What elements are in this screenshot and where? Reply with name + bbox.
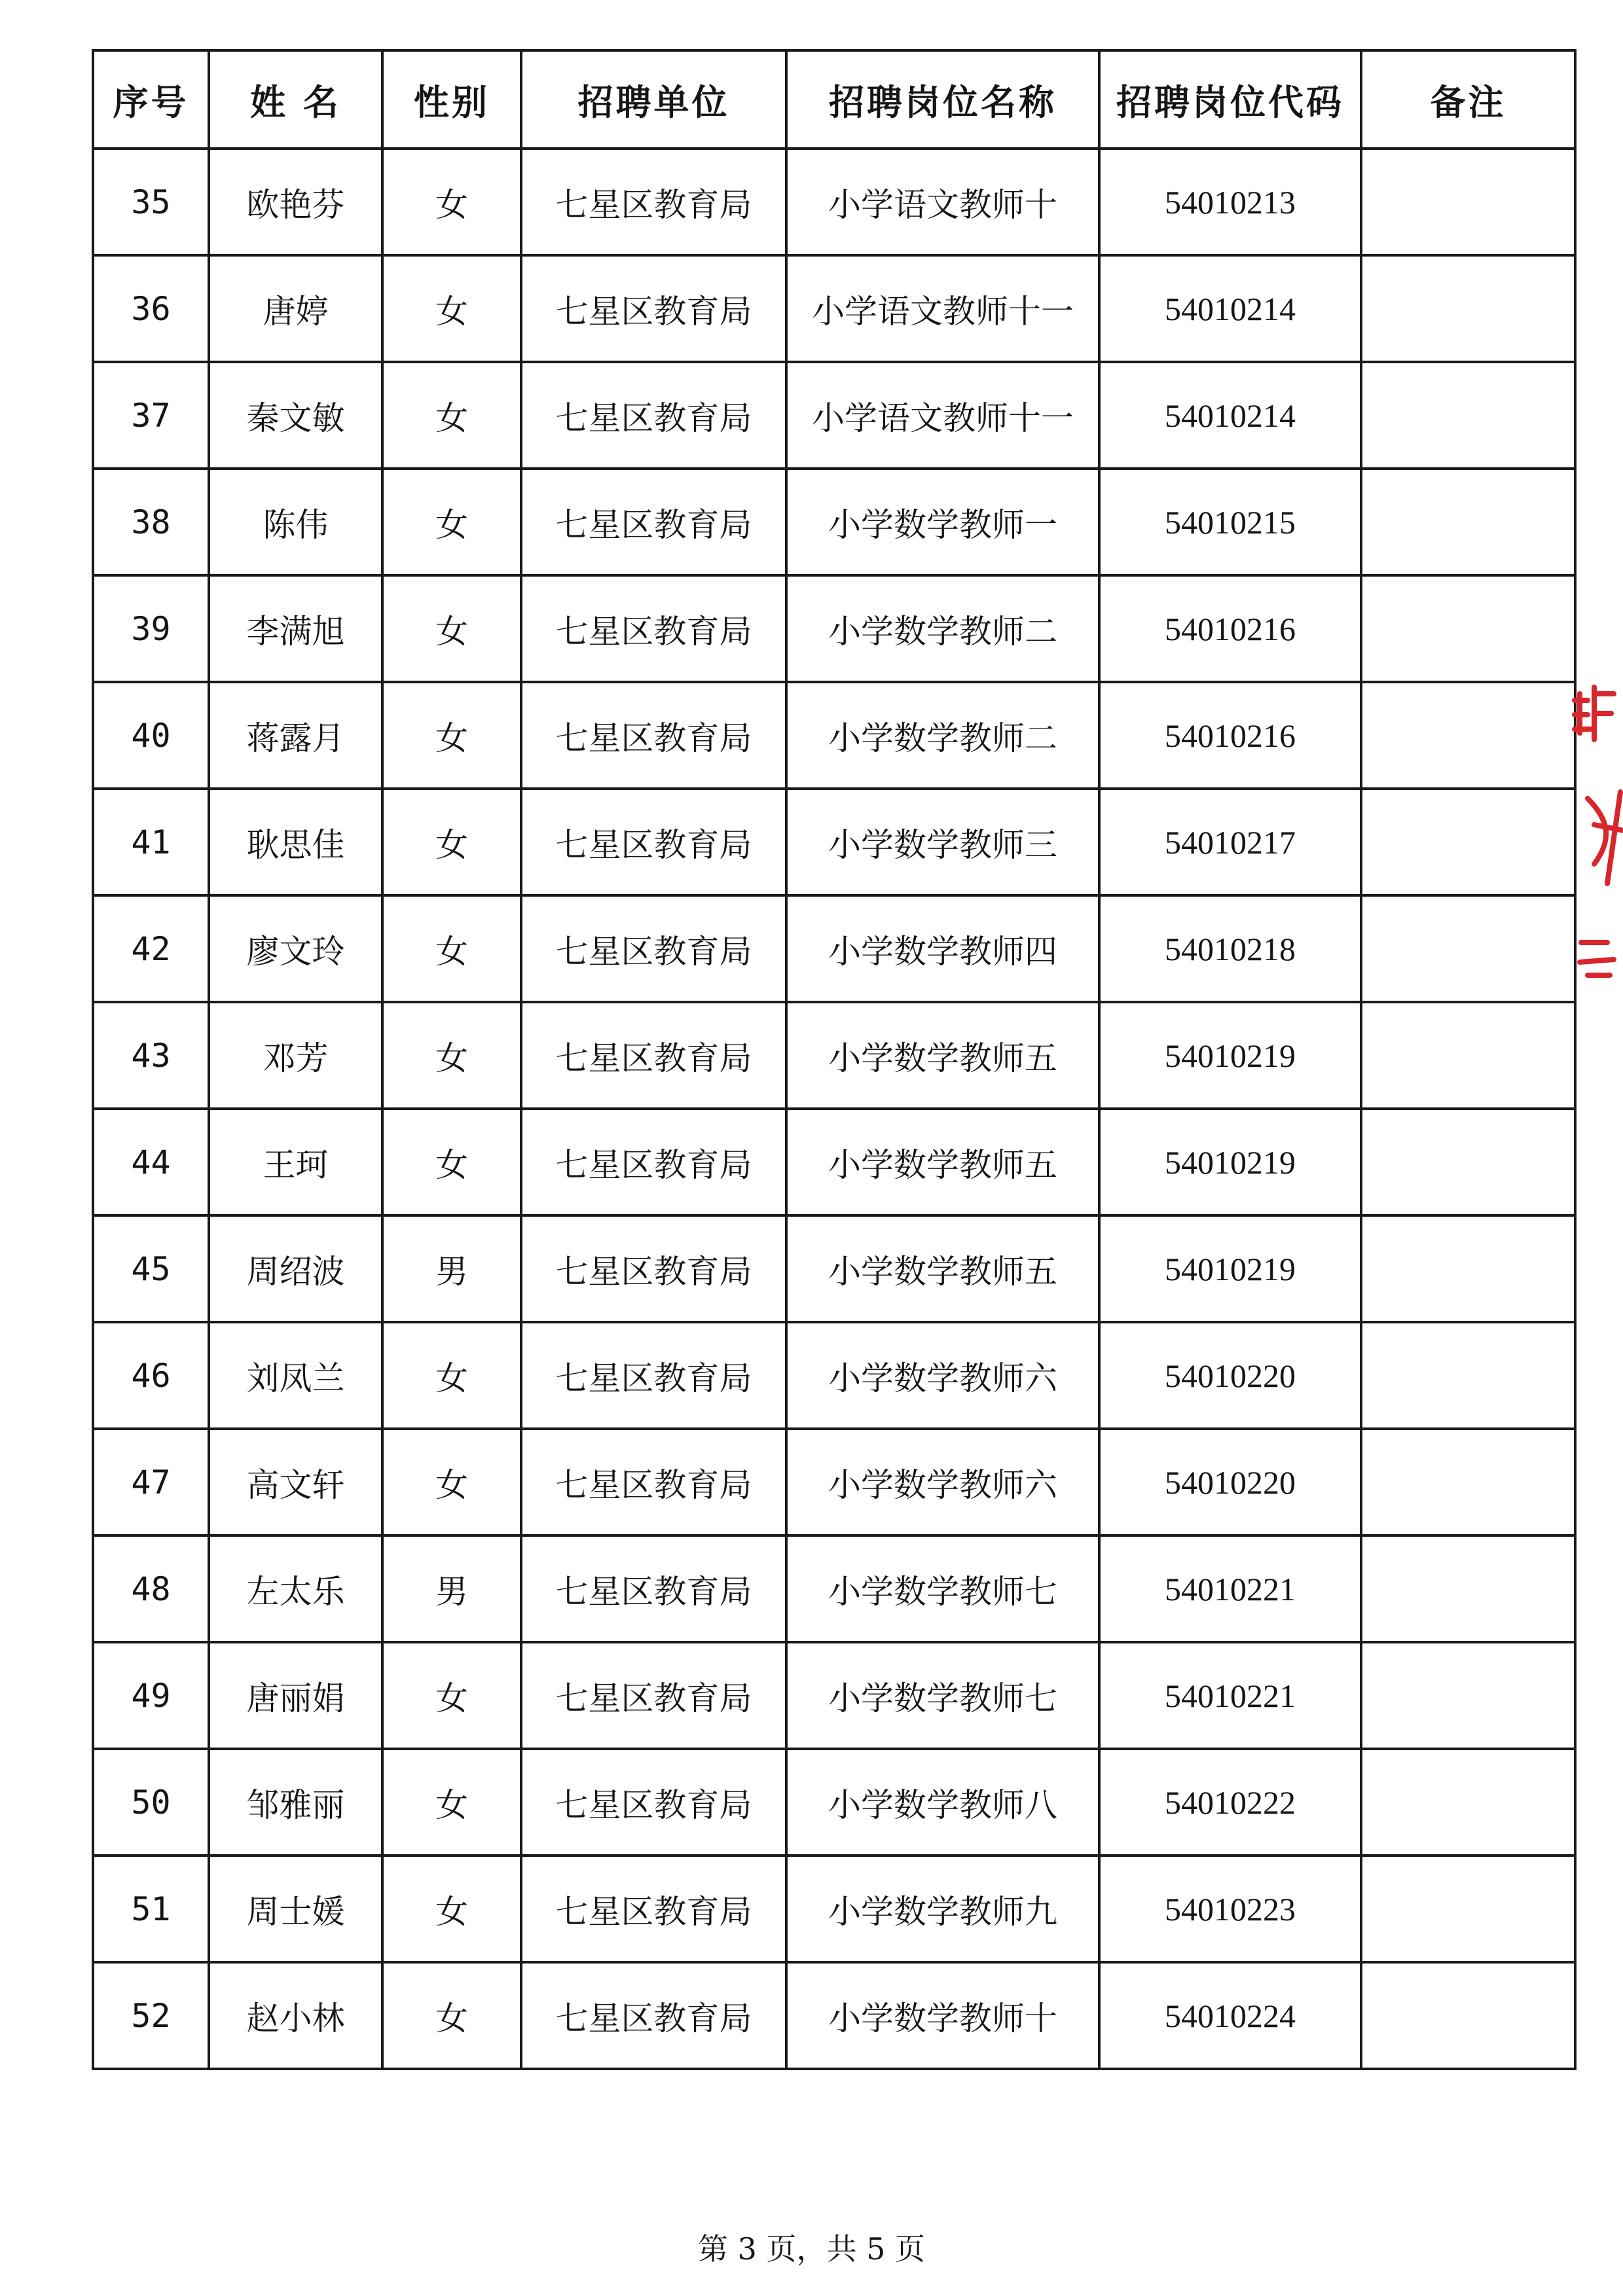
cell-name: 左太乐 [209, 1535, 382, 1642]
cell-serial-number: 43 [93, 1002, 209, 1109]
cell-name: 唐婷 [209, 255, 382, 362]
cell-position-name: 小学数学教师二 [786, 682, 1099, 789]
cell-gender: 女 [382, 1856, 521, 1962]
header-recruiting-unit: 招聘单位 [521, 50, 786, 149]
cell-remark [1361, 575, 1575, 682]
cell-name: 邹雅丽 [209, 1749, 382, 1856]
cell-serial-number: 36 [93, 255, 209, 362]
header-gender: 性别 [382, 50, 521, 149]
cell-position-name: 小学数学教师九 [786, 1856, 1099, 1962]
cell-position-name: 小学语文教师十一 [786, 362, 1099, 469]
cell-position-name: 小学数学教师六 [786, 1429, 1099, 1535]
cell-remark [1361, 1429, 1575, 1535]
cell-serial-number: 37 [93, 362, 209, 469]
table-row [93, 149, 1575, 255]
table-row [93, 255, 1575, 362]
cell-remark [1361, 895, 1575, 1002]
cell-remark [1361, 1749, 1575, 1856]
cell-position-code: 54010219 [1099, 1215, 1361, 1322]
cell-position-code: 54010220 [1099, 1429, 1361, 1535]
cell-position-code: 54010214 [1099, 362, 1361, 469]
cell-recruiting-unit: 七星区教育局 [521, 1856, 786, 1962]
cell-position-code: 54010221 [1099, 1642, 1361, 1749]
cell-serial-number: 47 [93, 1429, 209, 1535]
cell-recruiting-unit: 七星区教育局 [521, 575, 786, 682]
cell-serial-number: 51 [93, 1856, 209, 1962]
cell-position-name: 小学数学教师三 [786, 789, 1099, 895]
cell-position-name: 小学语文教师十一 [786, 255, 1099, 362]
table-row [93, 1856, 1575, 1962]
table-row [93, 575, 1575, 682]
cell-gender: 女 [382, 895, 521, 1002]
cell-name: 高文轩 [209, 1429, 382, 1535]
cell-position-name: 小学数学教师四 [786, 895, 1099, 1002]
cell-remark [1361, 1002, 1575, 1109]
cell-serial-number: 38 [93, 469, 209, 575]
table-row [93, 1215, 1575, 1322]
table-row [93, 682, 1575, 789]
header-remark: 备注 [1361, 50, 1575, 149]
cell-remark [1361, 682, 1575, 789]
table-header-row [93, 50, 1575, 149]
cell-remark [1361, 1642, 1575, 1749]
cell-position-code: 54010213 [1099, 149, 1361, 255]
cell-recruiting-unit: 七星区教育局 [521, 682, 786, 789]
cell-recruiting-unit: 七星区教育局 [521, 1109, 786, 1215]
recruitment-roster-table [92, 49, 1577, 2070]
table-row [93, 1322, 1575, 1429]
header-position-code: 招聘岗位代码 [1099, 50, 1361, 149]
cell-serial-number: 39 [93, 575, 209, 682]
cell-position-name: 小学数学教师六 [786, 1322, 1099, 1429]
table-row [93, 1109, 1575, 1215]
cell-gender: 女 [382, 789, 521, 895]
cell-position-code: 54010223 [1099, 1856, 1361, 1962]
cell-position-name: 小学数学教师八 [786, 1749, 1099, 1856]
cell-serial-number: 46 [93, 1322, 209, 1429]
cell-position-code: 54010217 [1099, 789, 1361, 895]
cell-name: 欧艳芬 [209, 149, 382, 255]
table-row [93, 1962, 1575, 2069]
cell-recruiting-unit: 七星区教育局 [521, 1322, 786, 1429]
cell-position-name: 小学数学教师七 [786, 1535, 1099, 1642]
cell-remark [1361, 1109, 1575, 1215]
cell-position-name: 小学数学教师十 [786, 1962, 1099, 2069]
cell-name: 廖文玲 [209, 895, 382, 1002]
cell-serial-number: 48 [93, 1535, 209, 1642]
cell-position-name: 小学数学教师七 [786, 1642, 1099, 1749]
cell-name: 王珂 [209, 1109, 382, 1215]
cell-position-name: 小学语文教师十 [786, 149, 1099, 255]
cell-gender: 女 [382, 149, 521, 255]
cell-serial-number: 41 [93, 789, 209, 895]
cell-gender: 女 [382, 1749, 521, 1856]
cell-gender: 女 [382, 1962, 521, 2069]
cell-name: 邓芳 [209, 1002, 382, 1109]
cell-recruiting-unit: 七星区教育局 [521, 362, 786, 469]
cell-recruiting-unit: 七星区教育局 [521, 149, 786, 255]
cell-name: 周绍波 [209, 1215, 382, 1322]
cell-gender: 女 [382, 469, 521, 575]
page-number-footer: 第 3 页，共 5 页 [697, 2231, 926, 2267]
cell-recruiting-unit: 七星区教育局 [521, 1002, 786, 1109]
cell-serial-number: 40 [93, 682, 209, 789]
header-serial-number: 序号 [93, 50, 209, 149]
cell-name: 秦文敏 [209, 362, 382, 469]
cell-recruiting-unit: 七星区教育局 [521, 895, 786, 1002]
cell-gender: 女 [382, 1429, 521, 1535]
cell-gender: 女 [382, 575, 521, 682]
cell-recruiting-unit: 七星区教育局 [521, 789, 786, 895]
cell-name: 周士媛 [209, 1856, 382, 1962]
cell-name: 蒋露月 [209, 682, 382, 789]
table-row [93, 362, 1575, 469]
cell-recruiting-unit: 七星区教育局 [521, 255, 786, 362]
cell-name: 刘凤兰 [209, 1322, 382, 1429]
cell-gender: 女 [382, 255, 521, 362]
cell-gender: 女 [382, 1002, 521, 1109]
header-name: 姓 名 [209, 50, 382, 149]
cell-position-code: 54010219 [1099, 1002, 1361, 1109]
cell-position-name: 小学数学教师五 [786, 1109, 1099, 1215]
cell-position-code: 54010221 [1099, 1535, 1361, 1642]
cell-serial-number: 35 [93, 149, 209, 255]
cell-remark [1361, 1856, 1575, 1962]
cell-gender: 女 [382, 1642, 521, 1749]
cell-remark [1361, 149, 1575, 255]
cell-name: 李满旭 [209, 575, 382, 682]
table-row [93, 789, 1575, 895]
cell-recruiting-unit: 七星区教育局 [521, 1215, 786, 1322]
cell-remark [1361, 469, 1575, 575]
cell-position-name: 小学数学教师五 [786, 1002, 1099, 1109]
cell-recruiting-unit: 七星区教育局 [521, 1429, 786, 1535]
cell-recruiting-unit: 七星区教育局 [521, 1749, 786, 1856]
cell-serial-number: 44 [93, 1109, 209, 1215]
cell-position-code: 54010216 [1099, 682, 1361, 789]
cell-position-code: 54010218 [1099, 895, 1361, 1002]
cell-name: 唐丽娟 [209, 1642, 382, 1749]
cell-remark [1361, 1962, 1575, 2069]
table-row [93, 1642, 1575, 1749]
table-row [93, 469, 1575, 575]
cell-gender: 男 [382, 1215, 521, 1322]
cell-gender: 男 [382, 1535, 521, 1642]
cell-remark [1361, 789, 1575, 895]
cell-remark [1361, 362, 1575, 469]
cell-name: 陈伟 [209, 469, 382, 575]
cell-remark [1361, 1215, 1575, 1322]
cell-position-code: 54010220 [1099, 1322, 1361, 1429]
cell-recruiting-unit: 七星区教育局 [521, 1642, 786, 1749]
cell-serial-number: 52 [93, 1962, 209, 2069]
cell-serial-number: 45 [93, 1215, 209, 1322]
cell-position-name: 小学数学教师五 [786, 1215, 1099, 1322]
cell-name: 耿思佳 [209, 789, 382, 895]
header-position-name: 招聘岗位名称 [786, 50, 1099, 149]
cell-gender: 女 [382, 1322, 521, 1429]
table-row [93, 1535, 1575, 1642]
table-row [93, 895, 1575, 1002]
cell-recruiting-unit: 七星区教育局 [521, 469, 786, 575]
cell-serial-number: 49 [93, 1642, 209, 1749]
cell-serial-number: 50 [93, 1749, 209, 1856]
table-row [93, 1749, 1575, 1856]
cell-remark [1361, 1322, 1575, 1429]
cell-name: 赵小林 [209, 1962, 382, 2069]
cell-position-code: 54010214 [1099, 255, 1361, 362]
cell-gender: 女 [382, 362, 521, 469]
cell-remark [1361, 255, 1575, 362]
cell-serial-number: 42 [93, 895, 209, 1002]
cell-position-code: 54010224 [1099, 1962, 1361, 2069]
cell-position-code: 54010219 [1099, 1109, 1361, 1215]
cell-gender: 女 [382, 682, 521, 789]
cell-position-name: 小学数学教师二 [786, 575, 1099, 682]
cell-position-code: 54010216 [1099, 575, 1361, 682]
table-row [93, 1002, 1575, 1109]
cell-recruiting-unit: 七星区教育局 [521, 1962, 786, 2069]
cell-position-name: 小学数学教师一 [786, 469, 1099, 575]
cell-remark [1361, 1535, 1575, 1642]
table-row [93, 1429, 1575, 1535]
cell-gender: 女 [382, 1109, 521, 1215]
cell-recruiting-unit: 七星区教育局 [521, 1535, 786, 1642]
cell-position-code: 54010222 [1099, 1749, 1361, 1856]
cell-position-code: 54010215 [1099, 469, 1361, 575]
